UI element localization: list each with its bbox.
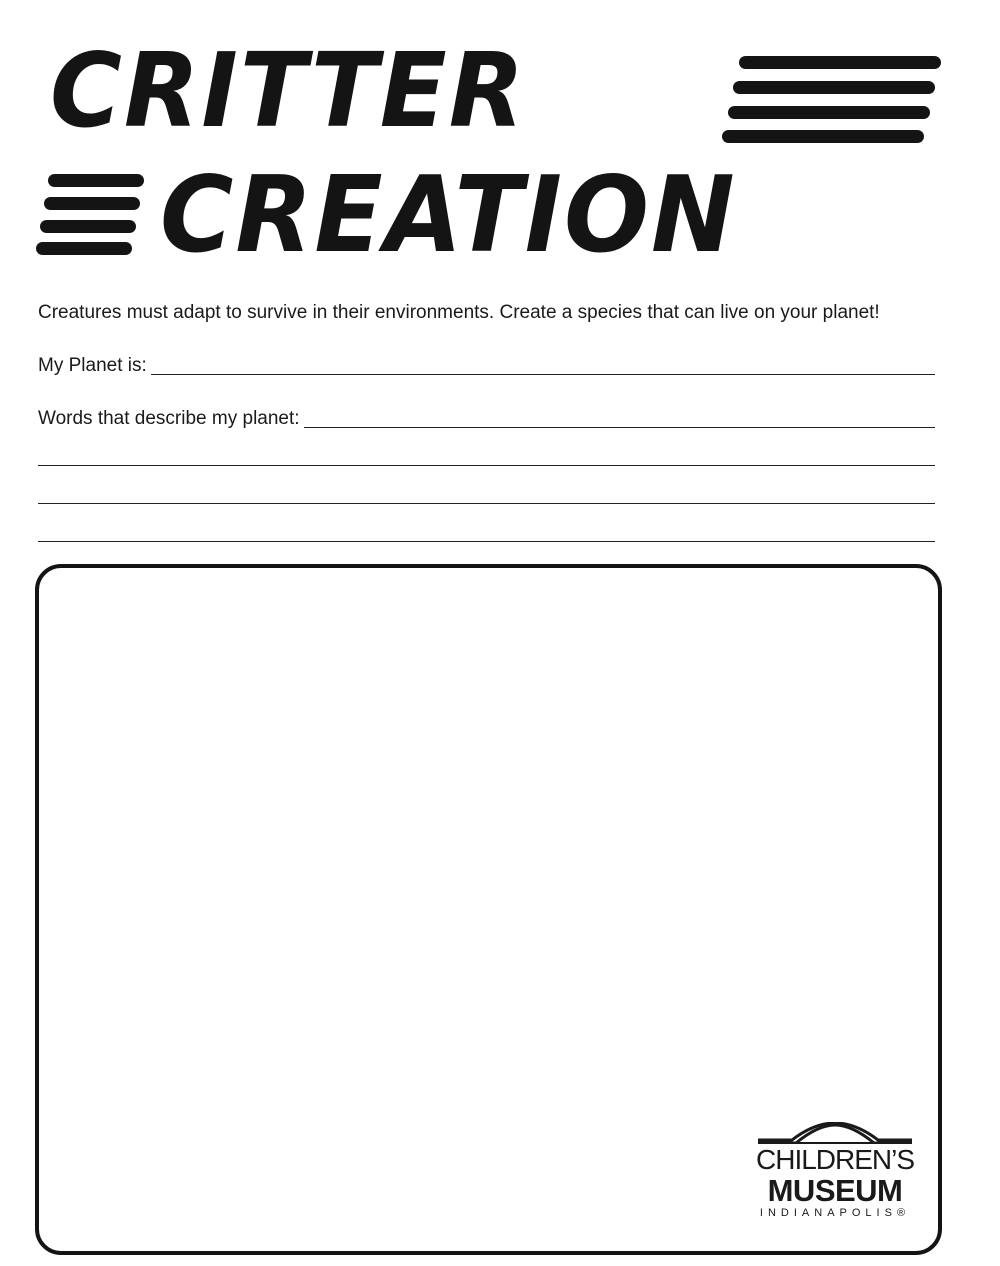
- logo-museum: MUSEUM: [767, 1173, 903, 1208]
- writing-line[interactable]: [38, 541, 935, 542]
- title-creation: CREATION: [160, 153, 737, 277]
- describe-field: [38, 408, 935, 430]
- stripe: [722, 130, 924, 143]
- describe-input-line[interactable]: [304, 427, 935, 428]
- childrens-museum-logo: [756, 1122, 914, 1219]
- logo-indianapolis: INDIANAPOLIS®: [759, 1207, 911, 1219]
- stripe: [739, 56, 941, 69]
- stripe: [40, 220, 136, 233]
- stripe: [728, 106, 930, 119]
- planet-field: [38, 355, 935, 377]
- stripe: [36, 242, 132, 255]
- title-critter: CRITTER: [50, 31, 527, 152]
- stripe: [48, 174, 144, 187]
- logo-childrens: CHILDREN’S: [756, 1144, 915, 1175]
- stripe: [44, 197, 140, 210]
- describe-label: Words that describe my planet:: [38, 408, 300, 429]
- writing-line[interactable]: [38, 465, 935, 466]
- planet-label: My Planet is:: [38, 355, 147, 376]
- stripe: [733, 81, 935, 94]
- speed-stripes-right: [722, 54, 947, 144]
- museum-roof-icon: [756, 1122, 914, 1144]
- intro-text: Creatures must adapt to survive in their environments. Create a species that can live on your planet!: [38, 302, 880, 323]
- planet-input-line[interactable]: [151, 374, 935, 375]
- writing-line[interactable]: [38, 503, 935, 504]
- speed-stripes-left: [36, 174, 148, 258]
